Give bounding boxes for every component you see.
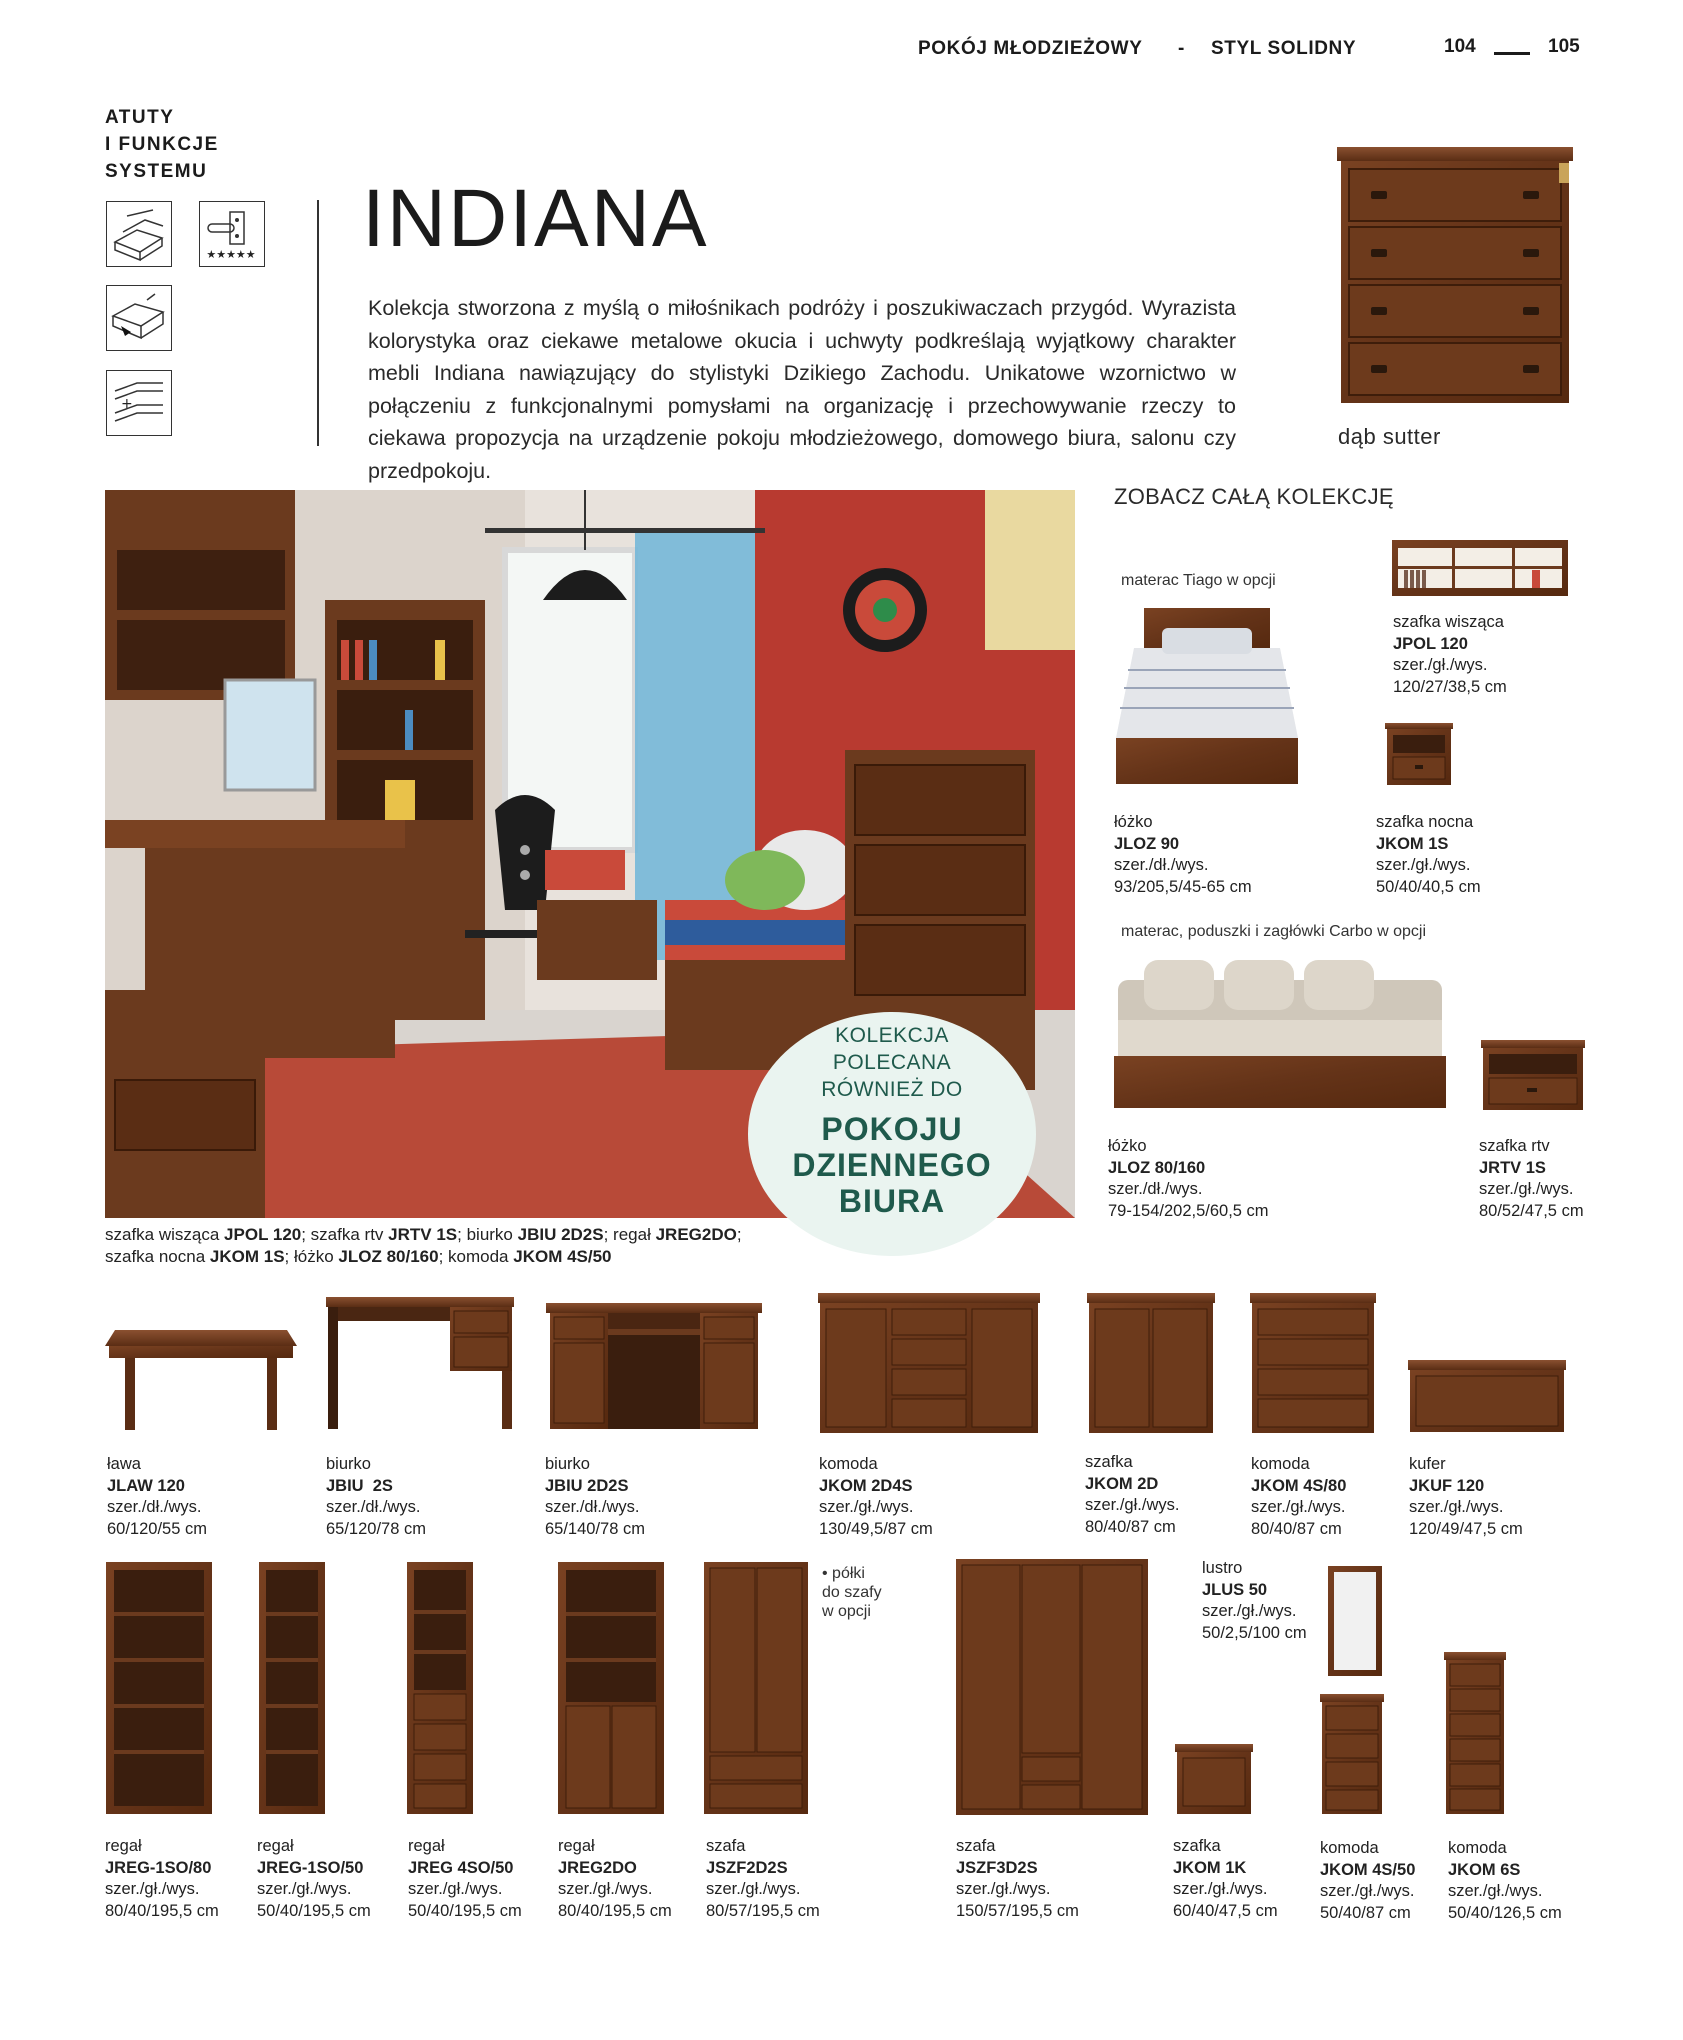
scene-caption-run: szafka nocna xyxy=(105,1247,210,1266)
recommended-badge xyxy=(748,1012,1036,1256)
product-image-jlus50 xyxy=(1328,1566,1382,1676)
shelves-option-note: • półki do szafy w opcji xyxy=(822,1565,882,1620)
product-image-jreg1so50 xyxy=(259,1562,325,1814)
scene-caption-run: JLOZ 80/160 xyxy=(338,1247,439,1266)
caption-jkom1s: szafka nocna JKOM 1S szer./gł./wys. 50/40/40,5 cm xyxy=(1376,813,1481,896)
caption-jrtv1s: szafka rtv JRTV 1S szer./gł./wys. 80/52/47,5 cm xyxy=(1479,1137,1584,1220)
product-image-jkom6s xyxy=(1444,1652,1506,1814)
page-number-right: 105 xyxy=(1548,36,1580,57)
scene-caption-run: JBIU 2D2S xyxy=(517,1225,604,1244)
caption-jreg1so50: regał JREG-1SO/50 szer./gł./wys. 50/40/195,5 cm xyxy=(257,1837,371,1920)
svg-text:★★★★★: ★★★★★ xyxy=(206,248,256,261)
badge-title: POKOJU DZIENNEGO BIURA xyxy=(792,1111,992,1219)
collection-title: INDIANA xyxy=(362,173,709,264)
product-image-jbiu2s xyxy=(326,1297,514,1429)
scene-caption-line-1 xyxy=(105,1224,742,1246)
scene-caption-run: JKOM 4S/50 xyxy=(513,1247,612,1266)
caption-jpol120: szafka wisząca JPOL 120 szer./gł./wys. 120/27/38,5 cm xyxy=(1393,613,1507,696)
scene-caption-run: ; regał xyxy=(603,1225,656,1244)
product-image-jszf3d2s xyxy=(956,1559,1148,1815)
scene-caption-run: ; szafka rtv xyxy=(301,1225,389,1244)
caption-jlaw120: ława JLAW 120 szer./dł./wys. 60/120/55 cm xyxy=(107,1455,207,1538)
scene-caption-run: JPOL 120 xyxy=(224,1225,302,1244)
product-image-jreg2do xyxy=(558,1562,664,1814)
page-divider xyxy=(1494,52,1530,55)
scene-caption-run: JRTV 1S xyxy=(388,1225,458,1244)
adjustable-shelf-icon xyxy=(106,370,172,436)
product-image-jszf2d2s xyxy=(704,1562,808,1814)
mattress-tiago-note: materac Tiago w opcji xyxy=(1121,572,1276,589)
drawer-runner-icon xyxy=(106,201,172,267)
see-all-collection-link[interactable]: ZOBACZ CAŁĄ KOLEKCJĘ xyxy=(1114,484,1394,509)
header-section: POKÓJ MŁODZIEŻOWY xyxy=(918,38,1143,59)
finish-label: dąb sutter xyxy=(1338,424,1441,449)
product-image-jkom1k xyxy=(1175,1744,1253,1814)
scene-caption-run: JREG2DO xyxy=(655,1225,737,1244)
scene-caption xyxy=(105,1224,742,1268)
caption-jbiu2s: biurko JBIU 2S szer./dł./wys. 65/120/78 cm xyxy=(326,1455,426,1538)
soft-close-drawer-icon xyxy=(106,285,172,351)
caption-jkom4s80: komoda JKOM 4S/80 szer./gł./wys. 80/40/87 cm xyxy=(1251,1455,1347,1538)
product-image-jloz90 xyxy=(1114,608,1300,786)
vertical-divider xyxy=(317,200,319,446)
caption-jkom2d4s: komoda JKOM 2D4S szer./gł./wys. 130/49,5/87 cm xyxy=(819,1455,933,1538)
dresser-jkom4s80-hero-image xyxy=(1335,147,1575,407)
scene-caption-run: ; xyxy=(736,1225,742,1244)
caption-jreg1so80: regał JREG-1SO/80 szer./gł./wys. 80/40/195,5 cm xyxy=(105,1837,219,1920)
product-image-jlaw120 xyxy=(105,1330,297,1430)
product-image-jrtv1s xyxy=(1481,1040,1585,1110)
caption-jkom2d: szafka JKOM 2D szer./gł./wys. 80/40/87 cm xyxy=(1085,1453,1180,1536)
hinge-five-star-icon xyxy=(199,201,265,267)
badge-subtitle: KOLEKCJA POLECANA RÓWNIEŻ DO xyxy=(821,1024,963,1101)
caption-jloz90: łóżko JLOZ 90 szer./dł./wys. 93/205,5/45-65 cm xyxy=(1114,813,1252,896)
caption-jkom4s50: komoda JKOM 4S/50 szer./gł./wys. 50/40/87 cm xyxy=(1320,1839,1416,1922)
caption-jszf3d2s: szafa JSZF3D2S szer./gł./wys. 150/57/195,5 cm xyxy=(956,1837,1079,1920)
caption-jkuf120: kufer JKUF 120 szer./gł./wys. 120/49/47,5 cm xyxy=(1409,1455,1523,1538)
mattress-carbo-note: materac, poduszki i zagłówki Carbo w opcji xyxy=(1121,923,1427,940)
caption-jszf2d2s: szafa JSZF2D2S szer./gł./wys. 80/57/195,5 cm xyxy=(706,1837,820,1920)
svg-text:+: + xyxy=(121,396,133,412)
product-image-jloz80 xyxy=(1114,960,1446,1108)
caption-jbiu2d2s: biurko JBIU 2D2S szer./dł./wys. 65/140/78 cm xyxy=(545,1455,645,1538)
caption-jreg4so50: regał JREG 4SO/50 szer./gł./wys. 50/40/195,5 cm xyxy=(408,1837,522,1920)
product-image-jreg4so50 xyxy=(407,1562,473,1814)
caption-jreg2do: regał JREG2DO szer./gł./wys. 80/40/195,5 cm xyxy=(558,1837,672,1920)
product-image-jbiu2d2s xyxy=(546,1303,762,1429)
product-image-jpol120 xyxy=(1392,540,1568,596)
header-style: STYL SOLIDNY xyxy=(1211,38,1357,59)
caption-jlus50: lustro JLUS 50 szer./gł./wys. 50/2,5/100 cm xyxy=(1202,1559,1307,1642)
page-number-left: 104 xyxy=(1444,36,1476,57)
scene-caption-run: ; komoda xyxy=(438,1247,514,1266)
product-image-jkom4s80 xyxy=(1250,1293,1376,1433)
scene-caption-line-2 xyxy=(105,1246,742,1268)
scene-caption-run: ; łóżko xyxy=(284,1247,339,1266)
features-heading: ATUTY I FUNKCJE SYSTEMU xyxy=(105,107,219,182)
scene-caption-run: JKOM 1S xyxy=(209,1247,285,1266)
product-image-jkuf120 xyxy=(1408,1360,1566,1432)
caption-jkom1k: szafka JKOM 1K szer./gł./wys. 60/40/47,5 cm xyxy=(1173,1837,1278,1920)
caption-jloz80: łóżko JLOZ 80/160 szer./dł./wys. 79-154/202,5/60,5 cm xyxy=(1108,1137,1269,1220)
product-image-jkom4s50 xyxy=(1320,1694,1384,1814)
product-image-jkom2d xyxy=(1087,1293,1215,1433)
scene-caption-run: szafka wisząca xyxy=(105,1225,225,1244)
collection-description: Kolekcja stworzona z myślą o miłośnikach podróży i poszukiwaczach przygód. Wyrazista kolorystyka oraz ciekawe metalowe okucia i uchwyty podkreślają wyjątkowy charakter mebli Indiana nawiązujący do stylistyki Dzikiego Zachodu. Unikatowe wzornictwo w połączeniu z funkcjonalnymi pomysłami na organizację i przechowywanie rzeczy to ciekawa propozycja na urządzenie pokoju młodzieżowego, domowego biura, salonu czy przedpokoju. xyxy=(368,296,1236,483)
caption-jkom6s: komoda JKOM 6S szer./gł./wys. 50/40/126,5 cm xyxy=(1448,1839,1562,1922)
header-separator: - xyxy=(1178,38,1185,59)
product-image-jkom2d4s xyxy=(818,1293,1040,1433)
scene-caption-run: ; biurko xyxy=(457,1225,518,1244)
product-image-jreg1so80 xyxy=(106,1562,212,1814)
product-image-jkom1s xyxy=(1385,723,1453,785)
